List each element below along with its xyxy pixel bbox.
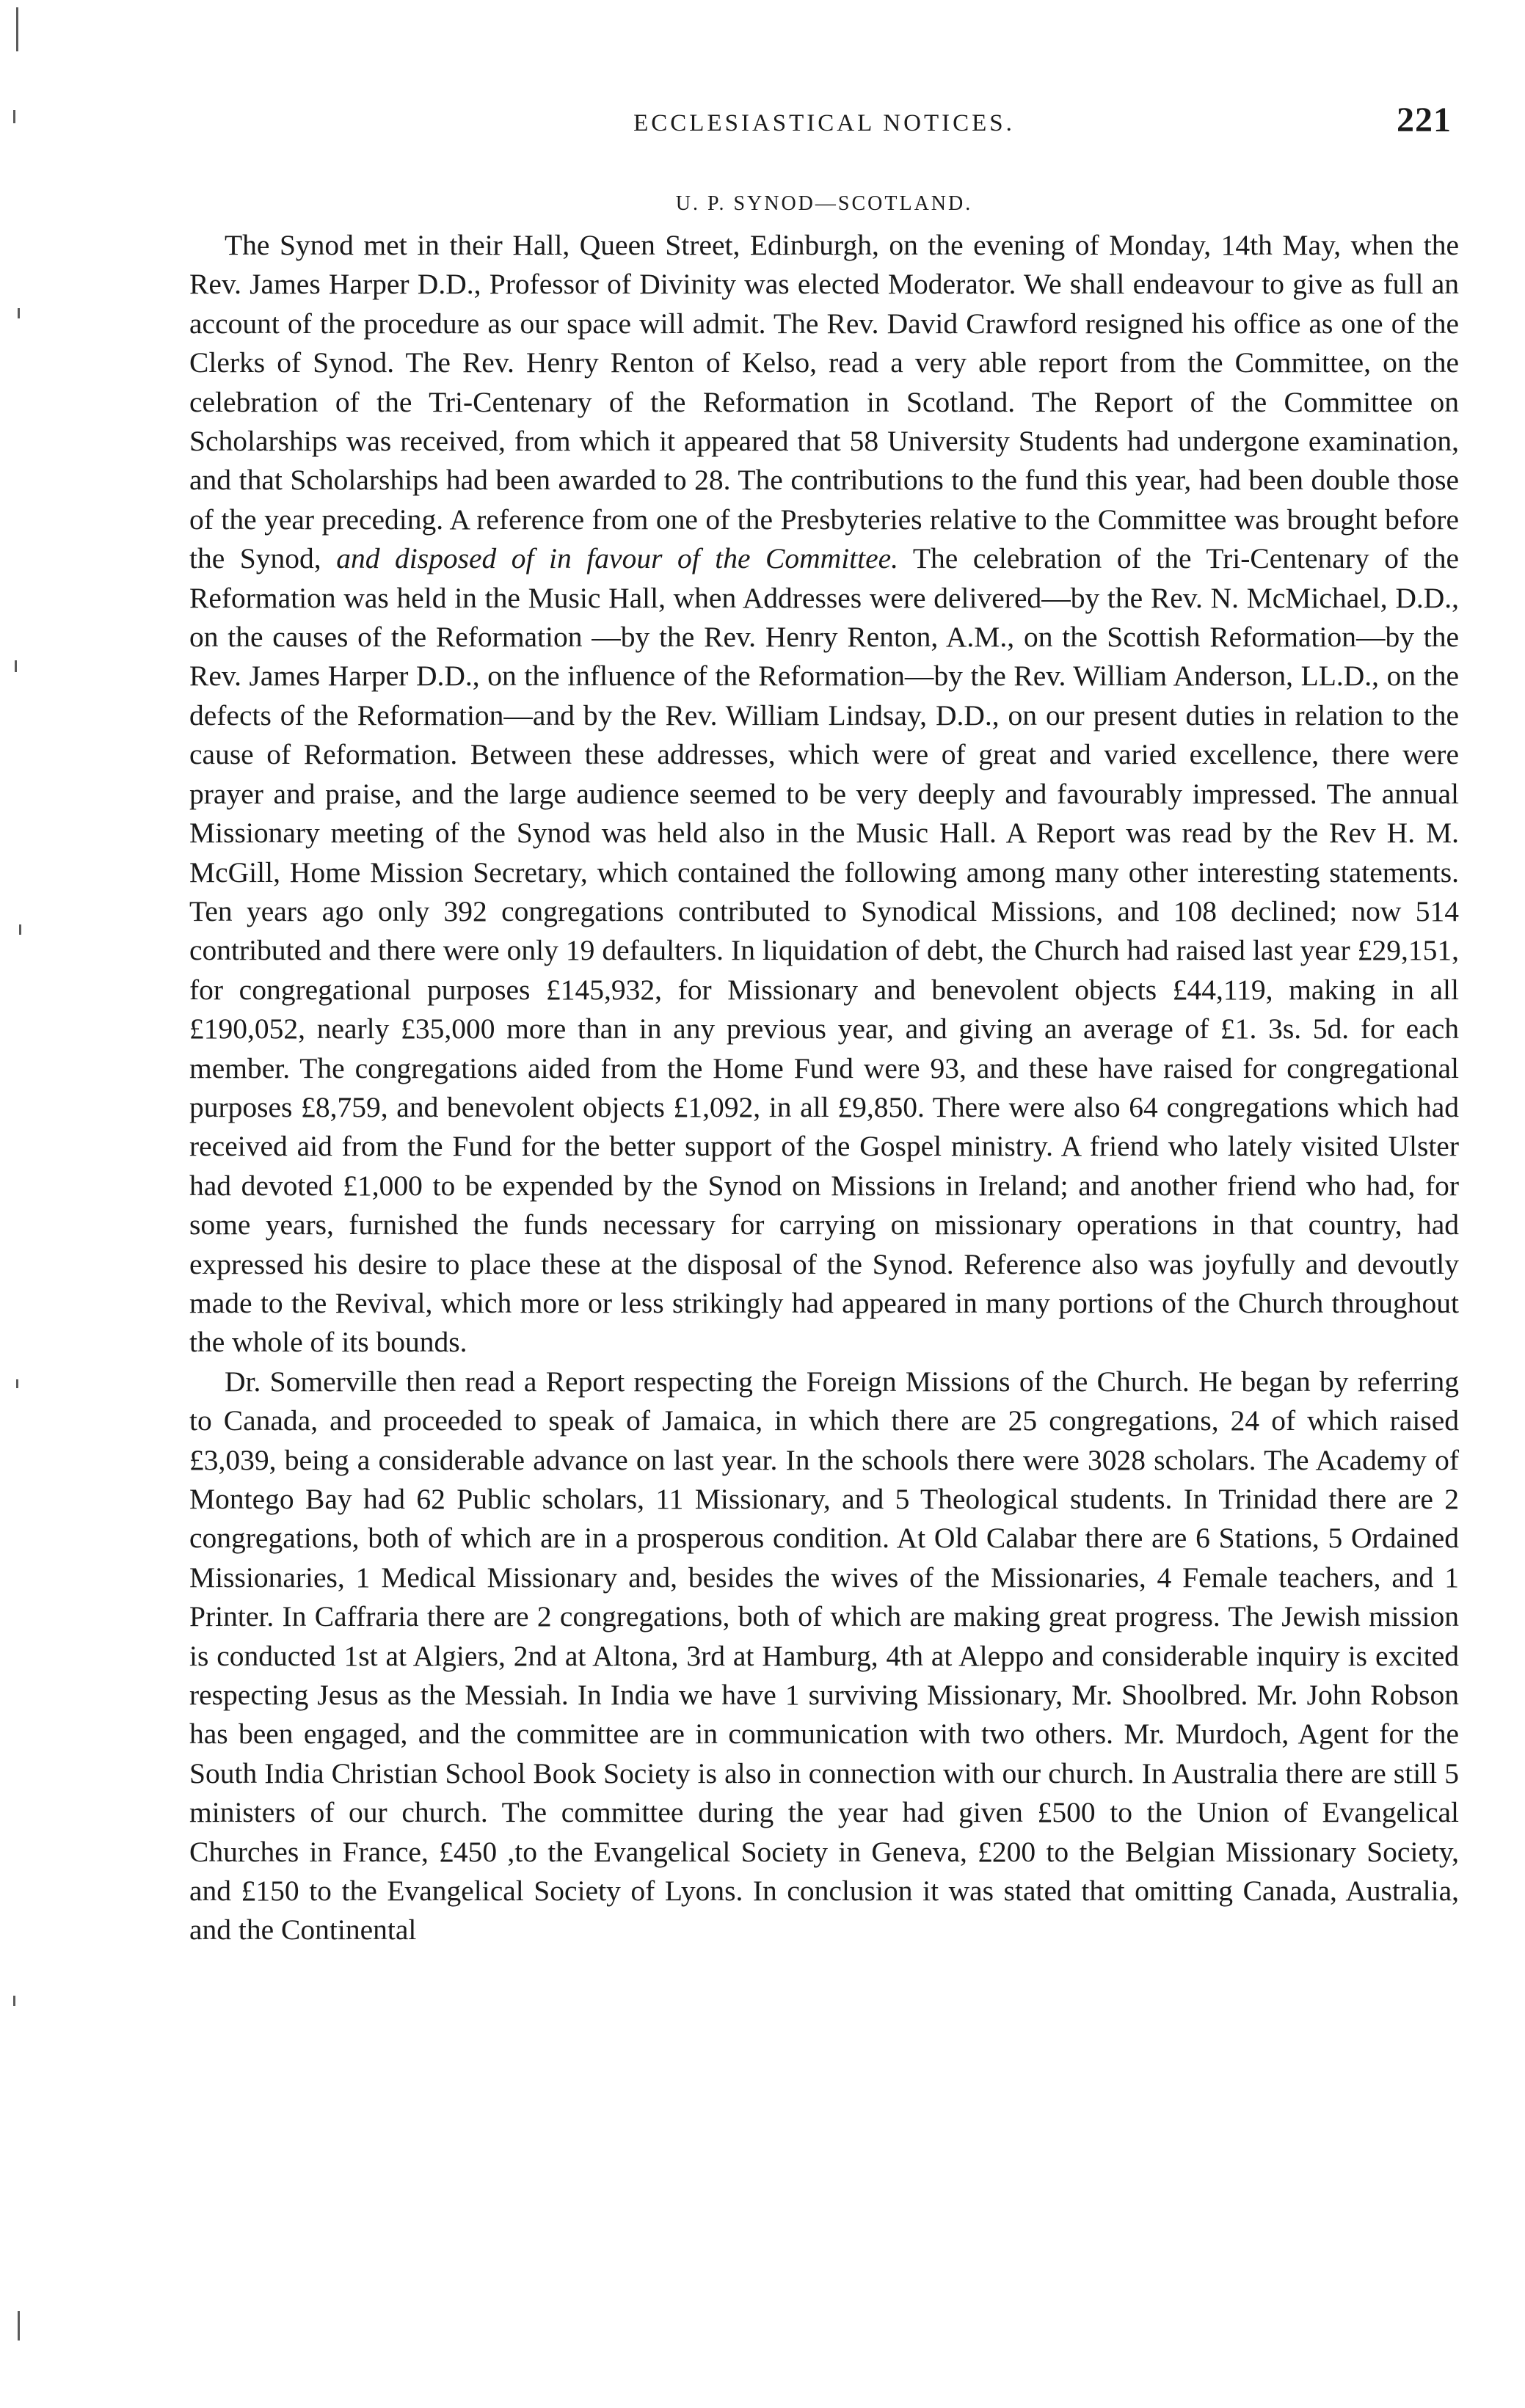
running-header [189,95,1459,161]
paragraph [189,1362,1459,1950]
running-title: ECCLESIASTICAL NOTICES. [633,110,1015,136]
article-body [189,226,1459,1950]
document-page [189,95,1459,2370]
paragraph [189,226,1459,1362]
italic-phrase: and disposed of in favour of the Committee. [336,542,899,575]
page-number: 221 [1397,101,1452,139]
left-margin-scan-marks [0,0,59,2408]
paragraph-text: Dr. Somerville then read a Report respecting the Foreign Missions of the Church. He began by referring to Canada, and proceeded to speak of Jamaica, in which there are 25 congregations, 24 of which raised £3,039, being a considerable advance on last year. In the schools there were 3028 scholars. The Academy of Montego Bay had 62 Public scholars, 11 Missionary, and 5 Theological students. In Trinidad there are 2 congregations, both of which are in a prosperous condition. At Old Calabar there are 6 Stations, 5 Ordained Missionaries, 1 Medical Missionary and, besides the wives of the Missionaries, 4 Female teachers, and 1 Printer. In Caffraria there are 2 congregations, both of which are making great progress. The Jewish mission is conducted 1st at Algiers, 2nd at Altona, 3rd at Hamburg, 4th at Aleppo and considerable inquiry is excited respecting Jesus as the Messiah. In India we have 1 surviving Missionary, Mr. Shoolbred. Mr. John Robson has been engaged, and the committee are in communication with two others. Mr. Murdoch, Agent for the South India Christian School Book Society is also in connection with our church. In Australia there are still 5 ministers of our church. The committee during the year had given £500 to the Union of Evangelical Churches in France, £450 ,to the Evangelical Society in Geneva, £200 to the Belgian Missionary Society, and £150 to the Evangelical Society of Lyons. In conclusion it was stated that omitting Canada, Australia, and the Continental [189,1365,1459,1947]
section-heading: U. P. SYNOD—SCOTLAND. [675,192,973,215]
paragraph-text: The Synod met in their Hall, Queen Street, Edinburgh, on the evening of Monday, 14th May, when the Rev. James Harper D.D., Professor of Divinity was elected Moderator. We shall endeavour to give as full an account of the procedure as our space will admit. The Rev. David Crawford resigned his office as one of the Clerks of Synod. The Rev. Henry Renton of Kelso, read a very able report from the Committee, on the celebration of the Tri-Centenary of the Reformation in Scotland. The Report of the Committee on Scholarships was received, from which it appeared that 58 University Students had undergone examination, and that Scholarships had been awarded to 28. The contributions to the fund this year, had been double those of the year preceding. A reference from one of the Presbyteries relative to the Committee was brought before the Synod, [189,229,1459,575]
paragraph-text: The celebration of the Tri-Centenary of the Reformation was held in the Music Hall, when Addresses were delivered—by the Rev. N. McMichael, D.D., on the causes of the Reformation —by the Rev. Henry Renton, A.M., on the Scottish Reformation—by the Rev. James Harper D.D., on the influence of the Reformation—by the Rev. William Anderson, LL.D., on the defects of the Reformation—and by the Rev. William Lindsay, D.D., on our present duties in relation to the cause of Reformation. Between these addresses, which were of great and varied excellence, there were prayer and praise, and the large audience seemed to be very deeply and favourably impressed. The annual Missionary meeting of the Synod was held also in the Music Hall. A Report was read by the Rev H. M. McGill, Home Mission Secretary, which contained the following among many other interesting statements. Ten years ago only 392 congregations contributed to Synodical Missions, and 108 declined; now 514 contributed and there were only 19 defaulters. In liquidation of debt, the Church had raised last year £29,151, for congregational purposes £145,932, for Missionary and benevolent objects £44,119, making in all £190,052, nearly £35,000 more than in any previous year, and giving an average of £1. 3s. 5d. for each member. The congregations aided from the Home Fund were 93, and these have raised for congregational purposes £8,759, and benevolent objects £1,092, in all £9,850. There were also 64 congregations which had received aid from the Fund for the better support of the Gospel ministry. A friend who lately visited Ulster had devoted £1,000 to be expended by the Synod on Missions in Ireland; and another friend who had, for some years, furnished the funds necessary for carrying on missionary operations in that country, had expressed his desire to place these at the disposal of the Synod. Reference also was joyfully and devoutly made to the Revival, which more or less strikingly had appeared in many portions of the Church throughout the whole of its bounds. [189,542,1459,1359]
